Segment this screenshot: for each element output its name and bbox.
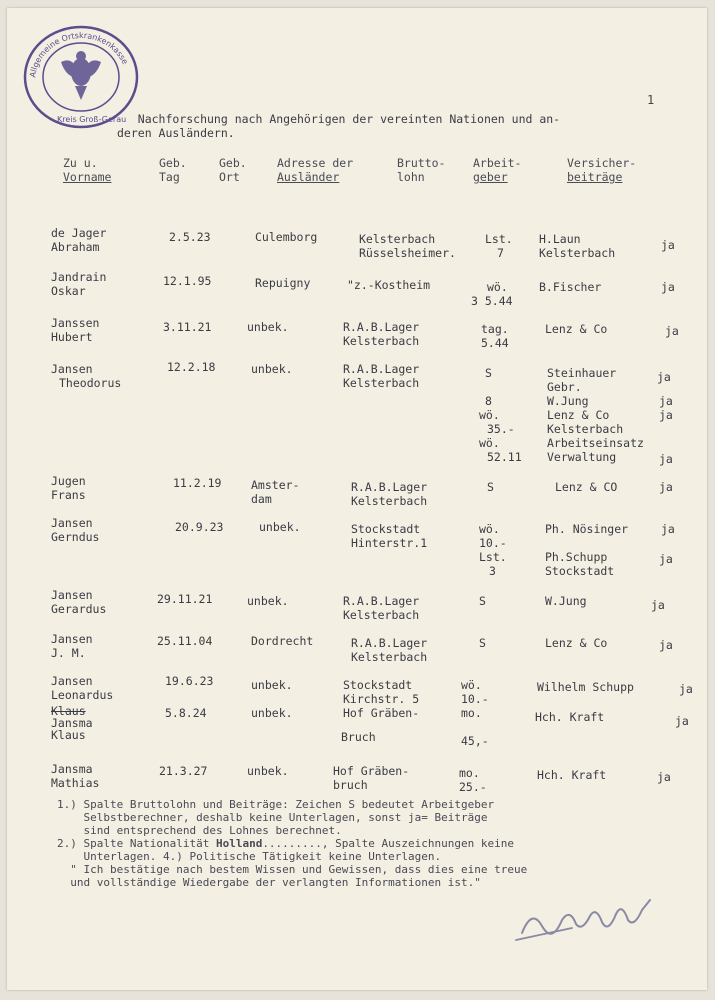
row-wage: wö. xyxy=(461,678,482,692)
row-wage: Lst. xyxy=(485,232,513,246)
col-header-birthdate-2: Tag xyxy=(159,170,180,184)
row-firstname: Oskar xyxy=(51,284,86,298)
row-birthdate: 20.9.23 xyxy=(175,520,224,534)
row-employer: Hch. Kraft xyxy=(535,710,605,724)
row-firstname: Frans xyxy=(51,488,86,502)
row-employer: Steinhauer xyxy=(547,366,617,380)
row-employer: Wilhelm Schupp xyxy=(537,680,634,694)
col-header-gross-wage: Brutto- xyxy=(397,156,446,170)
row-birthplace: unbek. xyxy=(251,678,293,692)
col-header-birthplace: Geb. xyxy=(219,156,247,170)
row-firstname: Mathias xyxy=(51,776,100,790)
row-firstname: Gerardus xyxy=(51,602,107,616)
row-employer-7: Verwaltung xyxy=(547,450,617,464)
row-contribution: ja xyxy=(679,682,693,696)
row-firstname: J. M. xyxy=(51,646,86,660)
col-header-gross-wage-2: lohn xyxy=(397,170,425,184)
row-wage-2: 10.- xyxy=(479,536,507,550)
row-address: Hof Gräben- xyxy=(343,706,420,720)
row-firstname: Theodorus xyxy=(59,376,122,390)
row-wage-2: 25.- xyxy=(459,780,487,794)
row-wage-7: 52.11 xyxy=(487,450,522,464)
row-firstname: Hubert xyxy=(51,330,93,344)
row-wage-2: 3 5.44 xyxy=(471,294,513,308)
row-employer: Lenz & Co xyxy=(545,322,608,336)
footnote-2-label: 2.) Spalte Nationalität xyxy=(57,837,216,850)
certification-line-2: und vollständige Wiedergabe der verlangten Informationen ist." xyxy=(57,876,481,889)
footnote-1-cont: Selbstberechner, deshalb keine Unterlagen, sonst ja= Beiträge xyxy=(57,811,488,824)
row-name: Jansen xyxy=(51,674,93,688)
row-address-2: Kelsterbach xyxy=(343,608,420,622)
row-birthdate: 21.3.27 xyxy=(159,764,208,778)
row-birthdate: 2.5.23 xyxy=(169,230,211,244)
row-employer: Hch. Kraft xyxy=(537,768,607,782)
row-wage: S xyxy=(487,480,494,494)
col-header-contributions-2: beiträge xyxy=(567,170,623,184)
col-header-employer: Arbeit- xyxy=(473,156,522,170)
row-address-2: Kelsterbach xyxy=(351,650,428,664)
row-employer: B.Fischer xyxy=(539,280,602,294)
row-contribution-3: ja xyxy=(659,552,673,566)
footnote-2 xyxy=(57,837,514,850)
row-wage: S xyxy=(479,594,486,608)
row-address: Stockstadt xyxy=(351,522,421,536)
row-wage-5: 35.- xyxy=(487,422,515,436)
row-birthdate: 29.11.21 xyxy=(157,592,213,606)
row-name: Jandrain xyxy=(51,270,107,284)
row-address-2: Kirchstr. 5 xyxy=(343,692,420,706)
row-birthplace: unbek. xyxy=(247,594,289,608)
row-address: R.A.B.Lager xyxy=(351,480,428,494)
row-wage-2: 10.- xyxy=(461,692,489,706)
row-address-2: Kelsterbach xyxy=(351,494,428,508)
row-contribution-4: ja xyxy=(659,408,673,422)
row-address-2: bruch xyxy=(333,778,368,792)
footnote-1-cont-2: sind entsprechend des Lohnes berechnet. xyxy=(57,824,342,837)
row-wage-2: 45,- xyxy=(461,734,489,748)
row-address: R.A.B.Lager xyxy=(343,320,420,334)
row-employer-3: Ph.Schupp xyxy=(545,550,608,564)
row-birthplace: unbek. xyxy=(251,706,293,720)
row-name: Jansen xyxy=(51,588,93,602)
row-birthplace: Dordrecht xyxy=(251,634,314,648)
row-contribution: ja xyxy=(661,522,675,536)
row-name: Janssen xyxy=(51,316,100,330)
row-wage: wö. xyxy=(479,522,500,536)
certification-line-1: " Ich bestätige nach bestem Wissen und Gewissen, dass dies eine treue xyxy=(57,863,528,876)
row-name: de Jager xyxy=(51,226,107,240)
row-employer: Lenz & CO xyxy=(555,480,618,494)
row-wage: S xyxy=(485,366,492,380)
row-birthplace-2: dam xyxy=(251,492,272,506)
document-page xyxy=(7,8,707,990)
row-contribution: ja xyxy=(657,770,671,784)
row-employer-5: Kelsterbach xyxy=(547,422,624,436)
row-address: R.A.B.Lager xyxy=(343,362,420,376)
row-birthplace: Amster- xyxy=(251,478,300,492)
row-contribution: ja xyxy=(657,370,671,384)
row-birthplace: unbek. xyxy=(247,764,289,778)
row-address: R.A.B.Lager xyxy=(351,636,428,650)
row-address: Hof Gräben- xyxy=(333,764,410,778)
row-employer: Ph. Nösinger xyxy=(545,522,629,536)
row-name: Jansen xyxy=(51,516,93,530)
row-contribution: ja xyxy=(661,280,675,294)
col-header-employer-2: geber xyxy=(473,170,508,184)
row-wage-2: 5.44 xyxy=(481,336,509,350)
handwritten-signature xyxy=(512,888,662,948)
col-header-address: Adresse der xyxy=(277,156,354,170)
row-name-struck: Klaus xyxy=(51,704,86,718)
row-contribution: ja xyxy=(659,638,673,652)
row-wage: mo. xyxy=(459,766,480,780)
row-employer-4: Stockstadt xyxy=(545,564,615,578)
row-employer-2: Gebr. xyxy=(547,380,582,394)
svg-text:Kreis Groß-Gerau: Kreis Groß-Gerau xyxy=(57,115,127,124)
row-name: Jansen xyxy=(51,632,93,646)
row-employer: Lenz & Co xyxy=(545,636,608,650)
row-contribution-3: ja xyxy=(659,394,673,408)
row-contribution: ja xyxy=(661,238,675,252)
row-name: Jugen xyxy=(51,474,86,488)
row-wage-2: 7 xyxy=(497,246,504,260)
row-birthplace: unbek. xyxy=(259,520,301,534)
row-name: Jansma xyxy=(51,762,93,776)
row-firstname: Leonardus xyxy=(51,688,114,702)
row-address: Kelsterbach xyxy=(359,232,436,246)
page-number-mark: 1 xyxy=(647,93,655,107)
row-wage-3: Lst. xyxy=(479,550,507,564)
row-birthdate: 19.6.23 xyxy=(165,674,214,688)
row-address-2: Kelsterbach xyxy=(343,334,420,348)
row-address: R.A.B.Lager xyxy=(343,594,420,608)
row-birthdate: 3.11.21 xyxy=(163,320,212,334)
heading-line-2: deren Ausländern. xyxy=(117,126,235,140)
col-header-name-2: Vorname xyxy=(63,170,112,184)
row-wage-4: wö. xyxy=(479,408,500,422)
col-header-birthplace-2: Ort xyxy=(219,170,240,184)
footnote-4: Unterlagen. 4.) Politische Tätigkeit keine Unterlagen. xyxy=(57,850,442,863)
row-birthplace: Culemborg xyxy=(255,230,318,244)
row-employer-4: Lenz & Co xyxy=(547,408,610,422)
row-wage-3: 8 xyxy=(485,394,492,408)
row-wage: tag. xyxy=(481,322,509,336)
row-birthdate: 5.8.24 xyxy=(165,706,207,720)
row-birthplace: Repuigny xyxy=(255,276,311,290)
row-contribution: ja xyxy=(659,480,673,494)
row-firstname: Abraham xyxy=(51,240,100,254)
row-name: Jansen xyxy=(51,362,93,376)
col-header-contributions: Versicher- xyxy=(567,156,637,170)
row-address-2: Kelsterbach xyxy=(343,376,420,390)
row-birthdate: 11.2.19 xyxy=(173,476,222,490)
row-address: Stockstadt xyxy=(343,678,413,692)
row-firstname: Gerndus xyxy=(51,530,100,544)
footnote-1: 1.) Spalte Bruttolohn und Beiträge: Zeichen S bedeutet Arbeitgeber xyxy=(57,798,495,811)
row-birthdate: 12.2.18 xyxy=(167,360,216,374)
row-employer-2: Kelsterbach xyxy=(539,246,616,260)
row-employer-6: Arbeitseinsatz xyxy=(547,436,644,450)
row-birthdate: 12.1.95 xyxy=(163,274,212,288)
row-name: Jansma xyxy=(51,716,93,730)
heading-line-1: Nachforschung nach Angehörigen der vereinten Nationen und an- xyxy=(117,112,561,126)
footnote-2-rest: ........., Spalte Auszeichnungen keine xyxy=(262,837,514,850)
row-wage: S xyxy=(479,636,486,650)
row-contribution-6: ja xyxy=(659,452,673,466)
row-birthplace: unbek. xyxy=(251,362,293,376)
row-firstname: Klaus xyxy=(51,728,86,742)
col-header-name: Zu u. xyxy=(63,156,98,170)
row-wage-4: 3 xyxy=(489,564,496,578)
row-wage: wö. xyxy=(487,280,508,294)
row-address: "z.-Kostheim xyxy=(347,278,431,292)
row-employer: W.Jung xyxy=(545,594,587,608)
svg-text:Allgemeine Ortskrankenkasse: Allgemeine Ortskrankenkasse xyxy=(28,31,130,79)
row-employer: H.Laun xyxy=(539,232,581,246)
row-contribution: ja xyxy=(675,714,689,728)
row-address-2: Rüsselsheimer. xyxy=(359,246,456,260)
row-employer-3: W.Jung xyxy=(547,394,589,408)
col-header-birthdate: Geb. xyxy=(159,156,187,170)
row-birthplace: unbek. xyxy=(247,320,289,334)
row-contribution: ja xyxy=(665,324,679,338)
row-wage-6: wö. xyxy=(479,436,500,450)
row-wage: mo. xyxy=(461,706,482,720)
row-contribution: ja xyxy=(651,598,665,612)
nationality-value: Holland xyxy=(215,837,263,850)
col-header-address-2: Ausländer xyxy=(277,170,340,184)
row-address-2: Hinterstr.1 xyxy=(351,536,428,550)
row-address-2: Bruch xyxy=(341,730,376,744)
row-birthdate: 25.11.04 xyxy=(157,634,213,648)
